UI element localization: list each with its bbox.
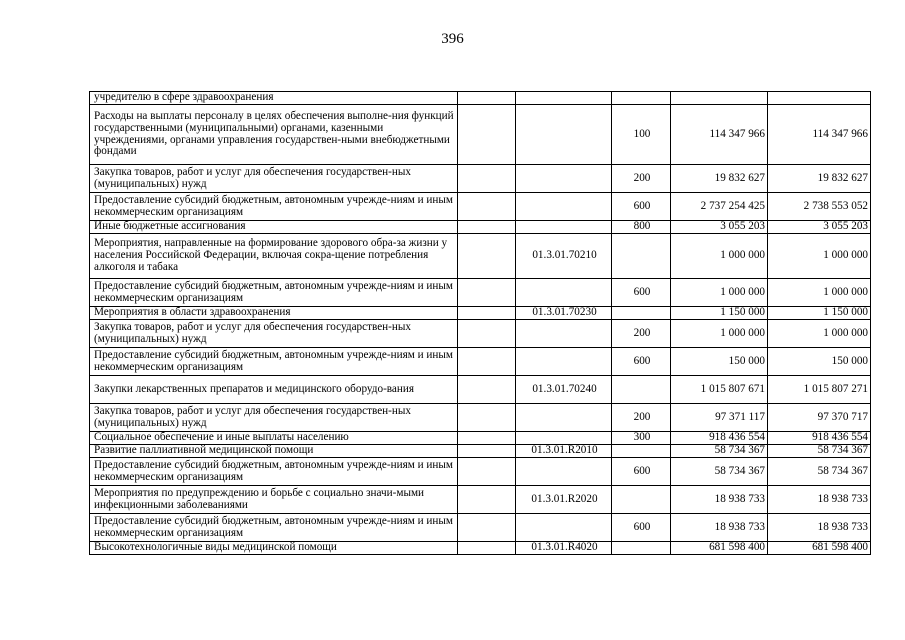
row-name: Высокотехнологичные виды медицинской помощи bbox=[90, 542, 458, 555]
row-sum-2: 1 150 000 bbox=[768, 307, 871, 320]
empty-cell bbox=[458, 234, 516, 279]
table-row bbox=[90, 458, 871, 486]
row-expense-type: 800 bbox=[612, 221, 671, 234]
row-code: 01.3.01.70240 bbox=[516, 376, 612, 404]
row-sum-1: 918 436 554 bbox=[671, 432, 768, 445]
row-expense-type: 200 bbox=[612, 165, 671, 193]
row-sum-1: 18 938 733 bbox=[671, 486, 768, 514]
empty-cell bbox=[458, 279, 516, 307]
row-sum-2: 114 347 966 bbox=[768, 105, 871, 165]
row-expense-type bbox=[612, 445, 671, 458]
row-code bbox=[516, 348, 612, 376]
row-sum-1: 150 000 bbox=[671, 348, 768, 376]
table-row bbox=[90, 165, 871, 193]
row-name: Социальное обеспечение и иные выплаты населению bbox=[90, 432, 458, 445]
row-code: 01.3.01.R4020 bbox=[516, 542, 612, 555]
empty-cell bbox=[458, 105, 516, 165]
row-sum-2: 918 436 554 bbox=[768, 432, 871, 445]
row-sum-2: 18 938 733 bbox=[768, 514, 871, 542]
table-row bbox=[90, 105, 871, 165]
row-expense-type: 600 bbox=[612, 514, 671, 542]
row-sum-1: 1 015 807 671 bbox=[671, 376, 768, 404]
table-row bbox=[90, 542, 871, 555]
table-row bbox=[90, 514, 871, 542]
row-name: Предоставление субсидий бюджетным, автономным учрежде-ниям и иным некоммерческим организациям bbox=[90, 514, 458, 542]
row-sum-1: 58 734 367 bbox=[671, 458, 768, 486]
row-code bbox=[516, 92, 612, 105]
budget-table-body bbox=[90, 92, 871, 555]
row-code bbox=[516, 458, 612, 486]
empty-cell bbox=[458, 486, 516, 514]
empty-cell bbox=[458, 348, 516, 376]
empty-cell bbox=[458, 193, 516, 221]
empty-cell bbox=[458, 92, 516, 105]
row-code: 01.3.01.R2010 bbox=[516, 445, 612, 458]
row-sum-2: 97 370 717 bbox=[768, 404, 871, 432]
row-expense-type bbox=[612, 486, 671, 514]
empty-cell bbox=[458, 165, 516, 193]
row-sum-2: 58 734 367 bbox=[768, 445, 871, 458]
empty-cell bbox=[458, 514, 516, 542]
row-code bbox=[516, 221, 612, 234]
row-expense-type: 200 bbox=[612, 404, 671, 432]
row-code bbox=[516, 279, 612, 307]
empty-cell bbox=[458, 445, 516, 458]
row-name: Мероприятия по предупреждению и борьбе с социально значи-мыми инфекционными заболеваниями bbox=[90, 486, 458, 514]
row-expense-type: 600 bbox=[612, 348, 671, 376]
row-expense-type bbox=[612, 376, 671, 404]
table-row bbox=[90, 279, 871, 307]
row-sum-1 bbox=[671, 92, 768, 105]
row-sum-1: 3 055 203 bbox=[671, 221, 768, 234]
row-code bbox=[516, 193, 612, 221]
row-sum-1: 2 737 254 425 bbox=[671, 193, 768, 221]
row-name: учредителю в сфере здравоохранения bbox=[90, 92, 458, 105]
empty-cell bbox=[458, 307, 516, 320]
table-row bbox=[90, 404, 871, 432]
row-name: Иные бюджетные ассигнования bbox=[90, 221, 458, 234]
row-code: 01.3.01.70210 bbox=[516, 234, 612, 279]
row-code bbox=[516, 404, 612, 432]
table-row bbox=[90, 320, 871, 348]
row-sum-1: 1 000 000 bbox=[671, 320, 768, 348]
row-name: Закупка товаров, работ и услуг для обеспечения государствен-ных (муниципальных) нужд bbox=[90, 404, 458, 432]
table-row bbox=[90, 432, 871, 445]
row-sum-2 bbox=[768, 92, 871, 105]
empty-cell bbox=[458, 542, 516, 555]
row-expense-type bbox=[612, 307, 671, 320]
empty-cell bbox=[458, 404, 516, 432]
row-sum-2: 150 000 bbox=[768, 348, 871, 376]
row-sum-1: 681 598 400 bbox=[671, 542, 768, 555]
empty-cell bbox=[458, 432, 516, 445]
row-expense-type bbox=[612, 92, 671, 105]
row-name: Предоставление субсидий бюджетным, автономным учрежде-ниям и иным некоммерческим организациям bbox=[90, 193, 458, 221]
empty-cell bbox=[458, 376, 516, 404]
row-code bbox=[516, 432, 612, 445]
row-sum-2: 2 738 553 052 bbox=[768, 193, 871, 221]
empty-cell bbox=[458, 320, 516, 348]
row-name: Предоставление субсидий бюджетным, автономным учрежде-ниям и иным некоммерческим организациям bbox=[90, 279, 458, 307]
row-sum-1: 1 000 000 bbox=[671, 234, 768, 279]
row-name: Мероприятия в области здравоохранения bbox=[90, 307, 458, 320]
row-sum-2: 1 000 000 bbox=[768, 279, 871, 307]
empty-cell bbox=[458, 221, 516, 234]
row-code bbox=[516, 165, 612, 193]
row-name: Закупки лекарственных препаратов и медицинского оборудо-вания bbox=[90, 376, 458, 404]
row-sum-1: 1 000 000 bbox=[671, 279, 768, 307]
row-sum-1: 1 150 000 bbox=[671, 307, 768, 320]
row-sum-2: 3 055 203 bbox=[768, 221, 871, 234]
row-expense-type bbox=[612, 234, 671, 279]
row-sum-2: 18 938 733 bbox=[768, 486, 871, 514]
row-expense-type: 300 bbox=[612, 432, 671, 445]
table-row bbox=[90, 92, 871, 105]
row-sum-2: 1 000 000 bbox=[768, 234, 871, 279]
row-name: Закупка товаров, работ и услуг для обеспечения государствен-ных (муниципальных) нужд bbox=[90, 320, 458, 348]
empty-cell bbox=[458, 458, 516, 486]
table-row bbox=[90, 221, 871, 234]
table-row bbox=[90, 486, 871, 514]
row-sum-2: 19 832 627 bbox=[768, 165, 871, 193]
row-sum-1: 19 832 627 bbox=[671, 165, 768, 193]
table-row bbox=[90, 307, 871, 320]
row-code bbox=[516, 514, 612, 542]
row-expense-type: 600 bbox=[612, 193, 671, 221]
row-sum-1: 58 734 367 bbox=[671, 445, 768, 458]
row-name: Мероприятия, направленные на формирование здорового обра-за жизни у населения Российской Федерации, включая сокра-щение потребления алкоголя и табака bbox=[90, 234, 458, 279]
table-row bbox=[90, 234, 871, 279]
row-name: Расходы на выплаты персоналу в целях обеспечения выполне-ния функций государственными (муниципальными) органами, казенными учреждениями, органами управления государствен-ными внебюджетными фондами bbox=[90, 105, 458, 165]
row-sum-1: 18 938 733 bbox=[671, 514, 768, 542]
row-expense-type: 600 bbox=[612, 279, 671, 307]
row-expense-type: 200 bbox=[612, 320, 671, 348]
row-code: 01.3.01.R2020 bbox=[516, 486, 612, 514]
row-expense-type: 600 bbox=[612, 458, 671, 486]
row-name: Закупка товаров, работ и услуг для обеспечения государствен-ных (муниципальных) нужд bbox=[90, 165, 458, 193]
row-sum-1: 114 347 966 bbox=[671, 105, 768, 165]
row-name: Развитие паллиативной медицинской помощи bbox=[90, 445, 458, 458]
row-sum-2: 1 000 000 bbox=[768, 320, 871, 348]
table-row bbox=[90, 376, 871, 404]
row-expense-type bbox=[612, 542, 671, 555]
row-sum-1: 97 371 117 bbox=[671, 404, 768, 432]
row-expense-type: 100 bbox=[612, 105, 671, 165]
row-code: 01.3.01.70230 bbox=[516, 307, 612, 320]
budget-table bbox=[89, 91, 871, 555]
row-name: Предоставление субсидий бюджетным, автономным учрежде-ниям и иным некоммерческим организациям bbox=[90, 458, 458, 486]
row-name: Предоставление субсидий бюджетным, автономным учрежде-ниям и иным некоммерческим организациям bbox=[90, 348, 458, 376]
row-sum-2: 1 015 807 271 bbox=[768, 376, 871, 404]
row-code bbox=[516, 320, 612, 348]
table-row bbox=[90, 348, 871, 376]
table-row bbox=[90, 193, 871, 221]
page-number: 396 bbox=[441, 31, 464, 47]
table-row bbox=[90, 445, 871, 458]
row-sum-2: 681 598 400 bbox=[768, 542, 871, 555]
row-sum-2: 58 734 367 bbox=[768, 458, 871, 486]
row-code bbox=[516, 105, 612, 165]
